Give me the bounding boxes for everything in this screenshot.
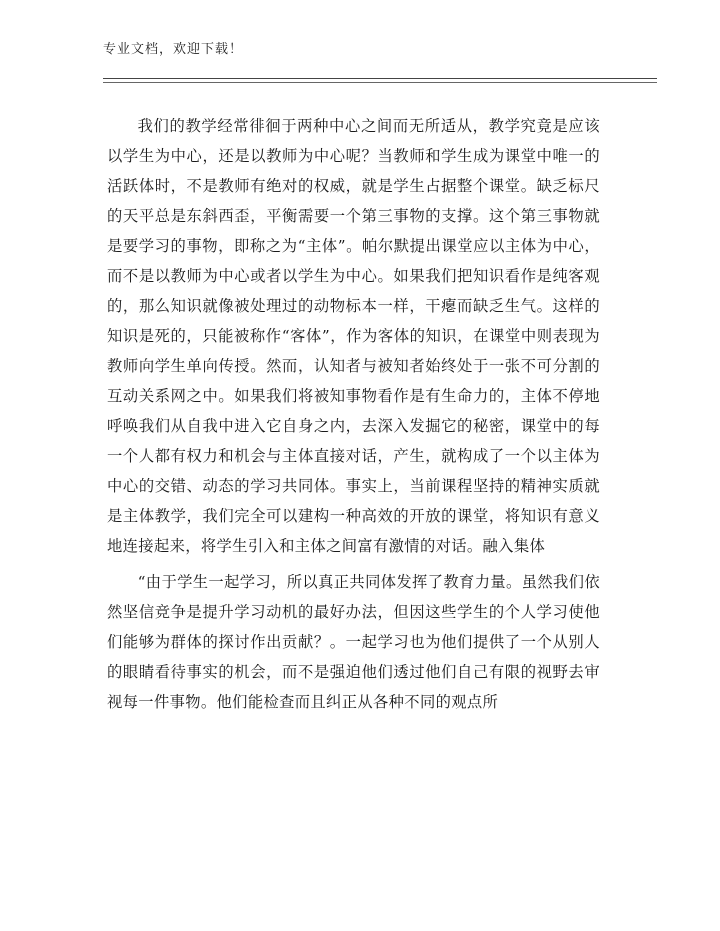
header-divider-bottom: [103, 82, 657, 83]
page-header: 专业文档，欢迎下载！: [103, 42, 244, 57]
header-divider-top: [103, 78, 657, 79]
paragraph: 我们的教学经常徘徊于两种中心之间而无所适从，教学究竟是应该以学生为中心，还是以教师为中心呢？当教师和学生成为课堂中唯一的活跃体时，不是教师有绝对的权威，就是学生占据整个课堂。缺乏标尺的天平总是东斜西歪，平衡需要一个第三事物的支撑。这个第三事物就是要学习的事物，即称之为“主体”。帕尔默提出课堂应以主体为中心，而不是以教师为中心或者以学生为中心。如果我们把知识看作是纯客观的，那么知识就像被处理过的动物标本一样，干瘪而缺乏生气。这样的知识是死的，只能被称作“客体”，作为客体的知识，在课堂中则表现为教师向学生单向传授。然而，认知者与被知者始终处于一张不可分割的互动关系网之中。如果我们将被知事物看作是有生命力的，主体不停地呼唤我们从自我中进入它自身之内，去深入发掘它的秘密，课堂中的每一个人都有权力和机会与主体直接对话，产生，就构成了一个以主体为中心的交错、动态的学习共同体。事实上，当前课程坚持的精神实质就是主体教学，我们完全可以建构一种高效的开放的课堂，将知识有意义地连接起来，将学生引入和主体之间富有激情的对话。融入集体: [107, 117, 600, 555]
document-body: [107, 111, 600, 717]
paragraph: “由于学生一起学习，所以真正共同体发挥了教育力量。虽然我们依然坚信竞争是提升学习动机的最好办法，但因这些学生的个人学习使他们能够为群体的探讨作出贡献？。一起学习也为他们提供了一个从别人的眼睛看待事实的机会，而不是强迫他们透过他们自己有限的视野去审视每一件事物。他们能检查而且纠正从各种不同的观点所: [107, 573, 600, 711]
